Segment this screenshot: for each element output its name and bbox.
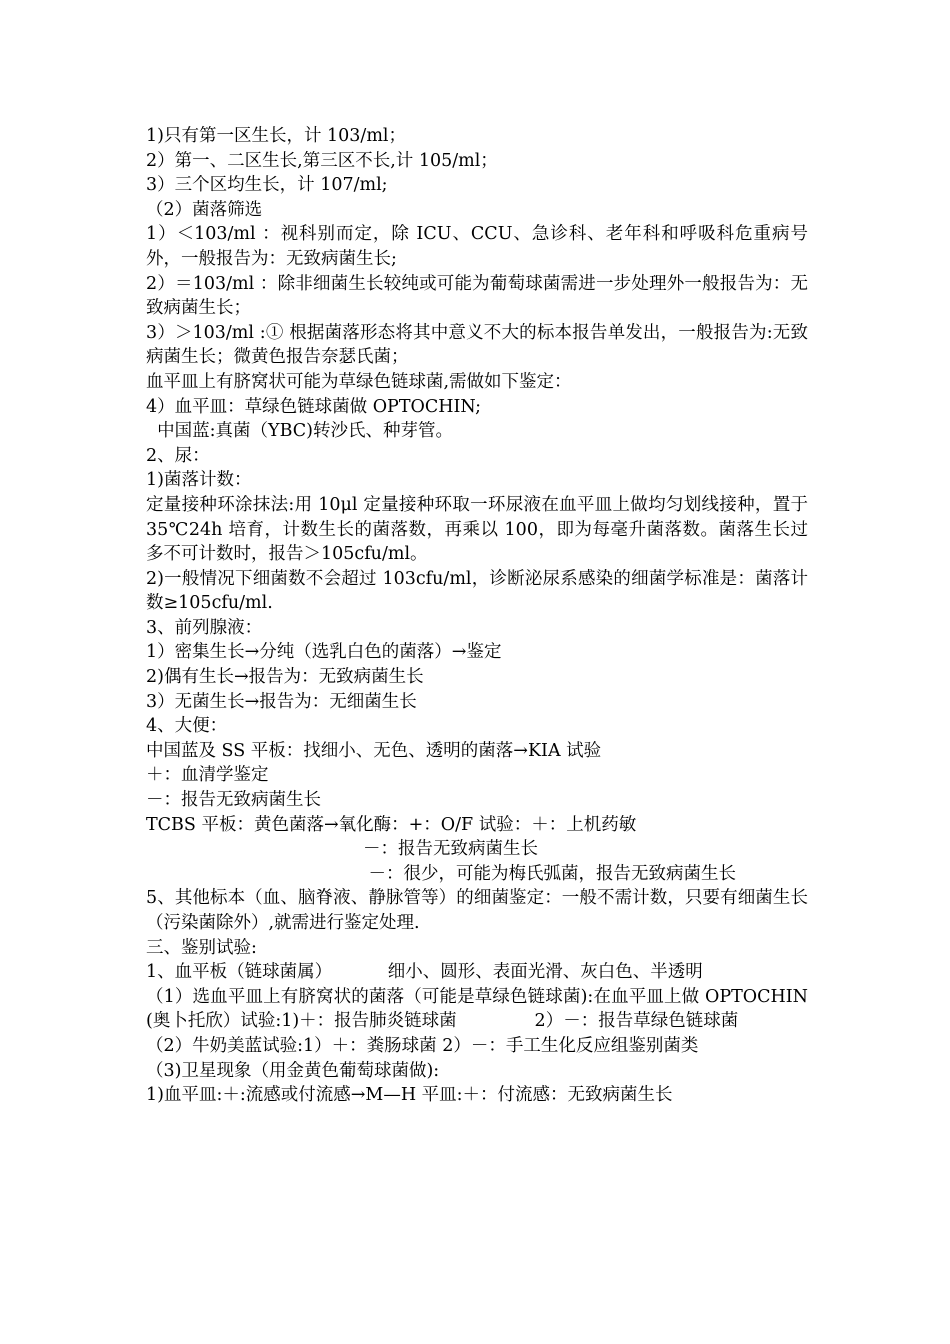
text-line: 3、前列腺液：: [146, 617, 263, 638]
text-line: 3）＞103/ml :① 根据菌落形态将其中意义不大的标本报告单发出，一般报告为:无致病菌生长；微黄色报告奈瑟氏菌；: [146, 322, 808, 368]
text-line: 1)只有第一区生长，计 103/ml；: [146, 126, 407, 146]
text-line: 4）血平皿：草绿色链球菌做 OPTOCHIN;: [146, 396, 481, 417]
text-line: 1）＜103/ml ：视科别而定，除 ICU、CCU、急诊科、老年科和呼吸科危重病号外，一般报告为：无致病菌生长;: [146, 224, 808, 269]
text-line: －：报告无致病菌生长: [146, 839, 538, 860]
text-line: TCBS 平板：黄色菌落→氧化酶：+：O/F 试验：＋：上机药敏: [146, 814, 637, 835]
text-line: 1)菌落计数：: [146, 470, 252, 491]
text-line: ＋：血清学鉴定: [146, 765, 269, 786]
text-line: 1)血平皿:＋:流感或付流感→M—H 平皿:＋：付流感：无致病菌生长: [146, 1085, 673, 1106]
text-line: 2)一般情况下细菌数不会超过 103cfu/ml，诊断泌尿系感染的细菌学标准是：菌落计数≥105cfu/ml.: [146, 568, 808, 614]
text-line: （3)卫星现象（用金黄色葡萄球菌做):: [146, 1060, 440, 1081]
text-line: 1、血平板（链球菌属） 细小、圆形、表面光滑、灰白色、半透明: [146, 962, 703, 983]
text-line: 5、其他标本（血、脑脊液、静脉管等）的细菌鉴定：一般不需计数，只要有细菌生长（污染菌除外）,就需进行鉴定处理.: [146, 888, 808, 933]
text-line: 中国蓝及 SS 平板：找细小、无色、透明的菌落→KIA 试验: [146, 740, 602, 761]
text-line: （1）选血平皿上有脐窝状的菌落（可能是草绿色链球菌):在血平皿上做 OPTOCHIN(奥卜托欣）试验:1)＋：报告肺炎链球菌 2）－：报告草绿色链球菌: [146, 986, 808, 1032]
text-line: 2、尿：: [146, 445, 210, 466]
text-line: 中国蓝:真菌（YBC)转沙氏、种芽管。: [146, 421, 453, 442]
text-line: 3）三个区均生长，计 107/ml;: [146, 175, 388, 196]
text-line: 2）＝103/ml ：除非细菌生长较纯或可能为葡萄球菌需进一步处理外一般报告为：无致病菌生长；: [146, 273, 808, 319]
text-line: 血平皿上有脐窝状可能为草绿色链球菌,需做如下鉴定：: [146, 371, 572, 392]
text-line: 2）第一、二区生长,第三区不长,计 105/ml；: [146, 150, 498, 171]
text-line: （2）牛奶美蓝试验:1）＋：粪肠球菌 2）－：手工生化反应组鉴别菌类: [146, 1035, 699, 1056]
text-line: 1）密集生长→分纯（选乳白色的菌落）→鉴定: [146, 642, 502, 663]
text-line: 2)偶有生长→报告为：无致病菌生长: [146, 667, 424, 688]
text-line: －：很少，可能为梅氏弧菌，报告无致病菌生长: [146, 863, 737, 884]
text-line: （2）菌落筛选: [146, 199, 263, 220]
text-line: 4、大便：: [146, 716, 228, 737]
text-line: 3）无菌生长→报告为：无细菌生长: [146, 691, 417, 712]
text-line: 定量接种环涂抹法:用 10μl 定量接种环取一环尿液在血平皿上做均匀划线接种，置于 35℃24h 培育，计数生长的菌落数，再乘以 100，即为每毫升菌落数。菌落生长过多不可计数时，报告＞105cfu/ml。: [146, 494, 814, 565]
document-page: [146, 124, 814, 1108]
text-line: 三、鉴别试验:: [146, 937, 257, 958]
text-line: －：报告无致病菌生长: [146, 790, 321, 811]
